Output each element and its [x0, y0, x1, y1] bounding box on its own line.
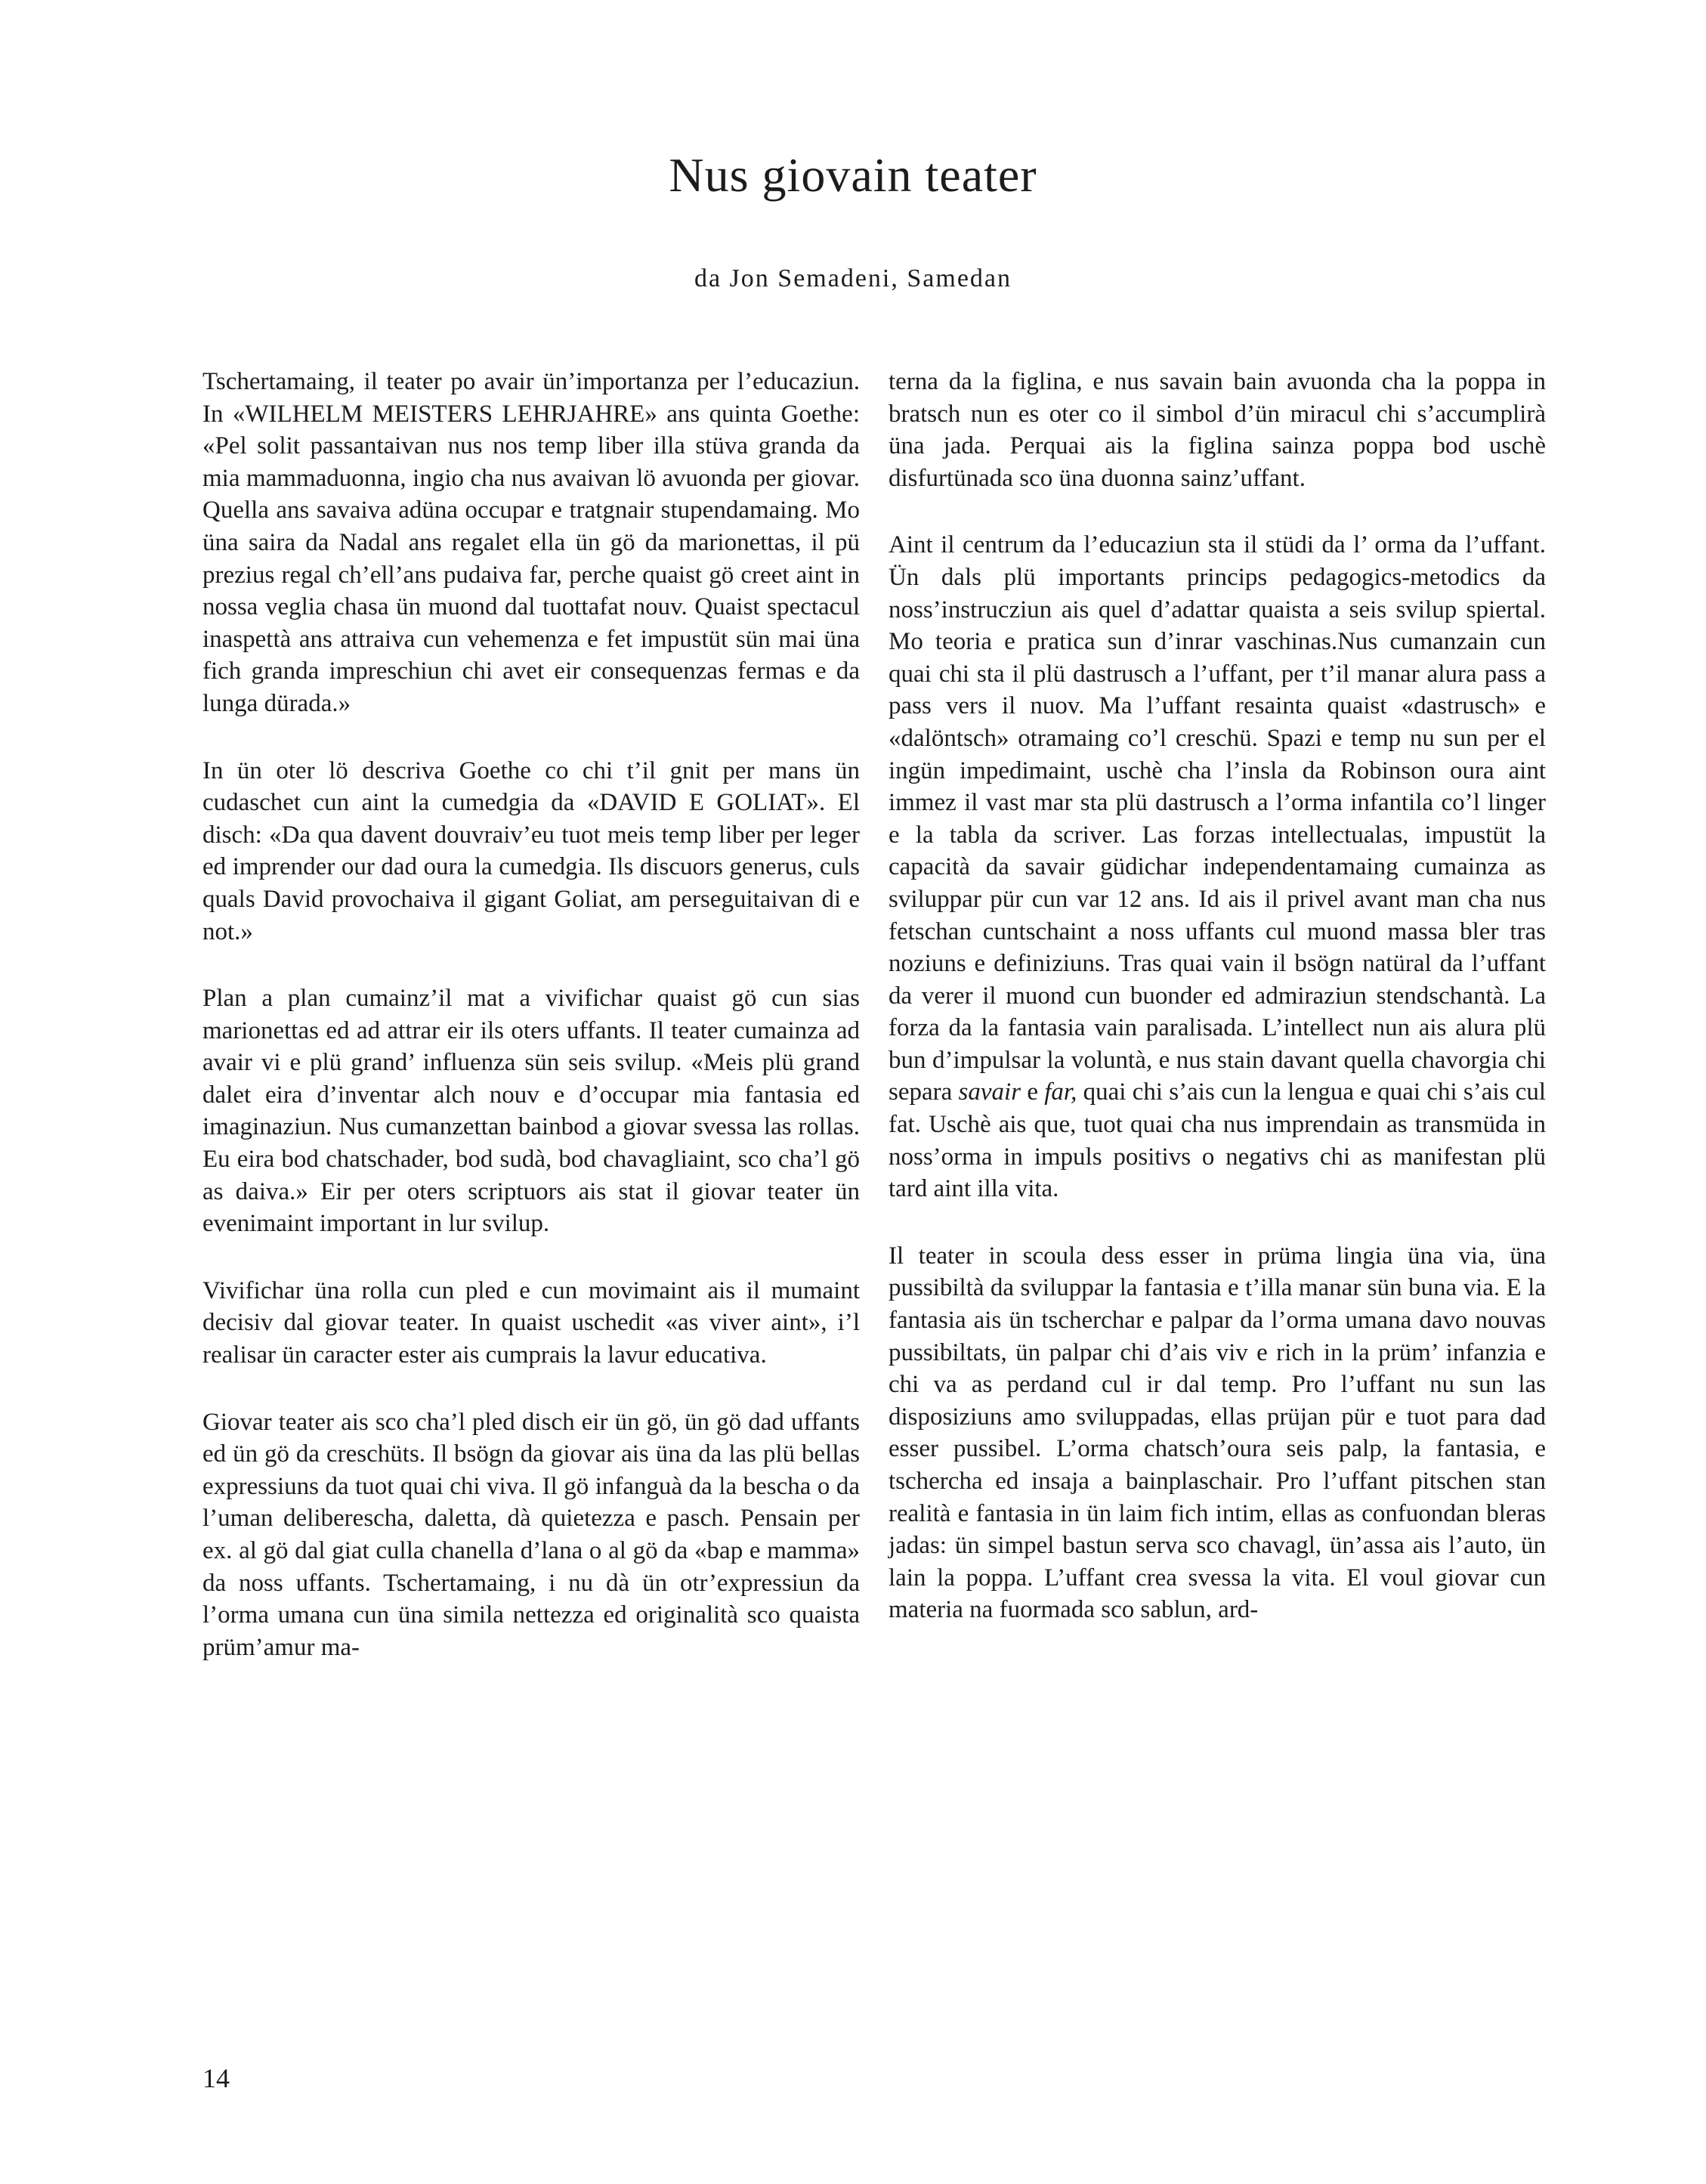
paragraph: Tschertamaing, il teater po avair ün’importanza per l’educaziun. In «WILHELM MEISTERS LEHRJAHRE» ans quinta Goethe: «Pel solit passantaivan nus nos temp liber illa stüva granda da mia mammaduonna, ingio cha nus avaivan lö avuonda per giovar. Quella ans savaiva adüna occupar e tratgnair stupendamaing. Mo üna saira da Nadal ans regalet ella ün gö da marionettas, il pü prezius regal ch’ell’ans pudaiva far, perche quaist gö creet aint in nossa veglia chasa ün muond dal tuottafat nouv. Quaist spectacul inaspettà ans attraiva cun vehemenza e fet impustüt sün mai üna fich granda impreschiun chi avet eir consequenzas fermas e da lunga dürada.»: [202, 368, 860, 717]
page-number: 14: [202, 2063, 230, 2093]
paragraph: Il teater in scoula dess esser in prüma lingia üna via, üna pussibiltà da sviluppar la fantasia e t’illa manar sün buna via. E la fantasia ais ün tscherchar e palpar da l’orma umana davo nouvas pussibiltats, ün palpar chi d’ais viv e rich in la prüm’ infanzia e chi va as perdand cul ir dal temp. Pro l’uffant nu sun las disposiziuns amo sviluppadas, ellas prüjan pür e tuot para dad esser pussibel. L’orma chatsch’oura seis palp, la fantasia, e tscherchа ed insaja a bainplaschair. Pro l’uffant pitschen stan realità e fantasia in ün laim fich intim, ellas as confuondan bleras jadas: ün simpel bastun serva sco chavagl, ün’assa ais l’auto, ün lain la poppa. L’uffant crea svessa la vita. El voul giovar cun materia na fuormada sco sablun, ard-: [889, 1242, 1546, 1624]
paragraph-with-emphasis: [889, 529, 1546, 1205]
left-column: [202, 366, 860, 1698]
paragraph-text: e: [1021, 1078, 1045, 1106]
paragraph-text: quai chi s’ais cun la lengua e quai chi s’ais cul fat. Uschè ais que, tuot quai cha nus imprendain as transmüda in noss’orma in impuls positivs o negativs chi as manifestan plü tard aint illa vita.: [889, 1078, 1546, 1203]
paragraph-text: Aint il centrum da l’educaziun sta il stüdi da l’ orma da l’uffant. Ün dals plü importants princips pedagogics-metodics da noss’instrucziun ais quel d’adattar quaista a seis svilup spiertal. Mo teoria e pratica sun d’inrar vaschinas.Nus cumanzain cun quai chi sta il plü dastrusch a l’uffant, per t’il manar alura pass a pass vers il nuov. Ma l’uffant resainta quaist «dastrusch» e «dalöntsch» otramaing co’l creschü. Spazi e temp nu sun per el ingün impedimaint, uschè cha l’insla da Robinson oura aint immez il vast mar sta plü dastrusch a l’orma infantila co’l linger e la tabla da scriver. Las forzas intellectualas, impustüt la capacità da savair güdichar independentamaing cumainza as sviluppar pür cun var 12 ans. Id ais il privel avant man cha nus fetschan cuntschaint a noss uffants cul muond massa bler tras noziuns e definiziuns. Tras quai vain il bsögn natüral da l’uffant da verer il muond cun buonder ed admiraziun stendschantà. La forza da la fantasia vain paralisada. L’intellect nun ais alura plü bun d’impulsar la voluntà, e nus stain davant quella chavorgia chi separa: [889, 531, 1546, 1106]
emphasis-far: far,: [1044, 1078, 1077, 1106]
article-title: Nus giovain teater: [669, 148, 1037, 202]
paragraph: terna da la figlina, e nus savain bain avuonda cha la poppa in bratsch nun es oter co il simbol d’ün miracul chi s’accumplirà üna jada. Perquai ais la figlina sainza poppa bod uschè disfurtünada sco üna duonna sainz’uffant.: [889, 368, 1546, 492]
paragraph: Plan a plan cumainz’il mat a vivifichar quaist gö cun sias marionettas ed ad attrar eir ils oters uffants. Il teater cumainza ad avair vi e plü grand’ influenza sün seis svilup. «Meis plü grand dalet eira d’inventar alch nouv e d’occupar mia fantasia ed imaginaziun. Nus cumanzettan bainbod a giovar svessa las rollas. Eu eira bod chatschader, bod sudà, bod chavagliaint, sco cha’l gö as daiva.» Eir per oters scriptuors ais stat il giovar teater ün evenimaint important in lur svilup.: [202, 985, 860, 1238]
emphasis-savair: savair: [958, 1078, 1021, 1106]
paragraph: Vivifichar üna rolla cun pled e cun movimaint ais il mumaint decisiv dal giovar teater. In quaist uschedit «as viver aint», i’l realisar ün caracter ester ais cumprais la lavur educativa.: [202, 1276, 860, 1369]
author-byline: da Jon Semadeni, Samedan: [694, 264, 1012, 292]
paragraph: In ün oter lö descriva Goethe co chi t’il gnit per mans ün cudaschet cun aint la cumedgia da «DAVID E GOLIAT». El disch: «Da qua davent douvraiv’eu tuot meis temp liber per leger ed imprender our dad oura la cumedgia. Ils discuors generus, culs quals David provochaiva il gigant Goliat, am perseguitaivan di e not.»: [202, 756, 860, 945]
right-column: [889, 366, 1546, 1661]
paragraph: Giovar teater ais sco cha’l pled disch eir ün gö, ün gö dad uffants ed ün gö da creschüts. Il bsögn da giovar ais üna da las plü bellas expressiuns da tuot quai chi viva. Il gö infanguà da la bescha o da l’uman delibereschа, daletta, dà quietezza e pasch. Pensain per ex. al gö dal giat culla chanella d’lana o al gö da «bap e mamma» da noss uffants. Tschertamaing, i nu dà ün otr’expressiun da l’orma umana cun üna simila nettezza ed originalità sco quaista prüm’amur ma-: [202, 1408, 860, 1661]
